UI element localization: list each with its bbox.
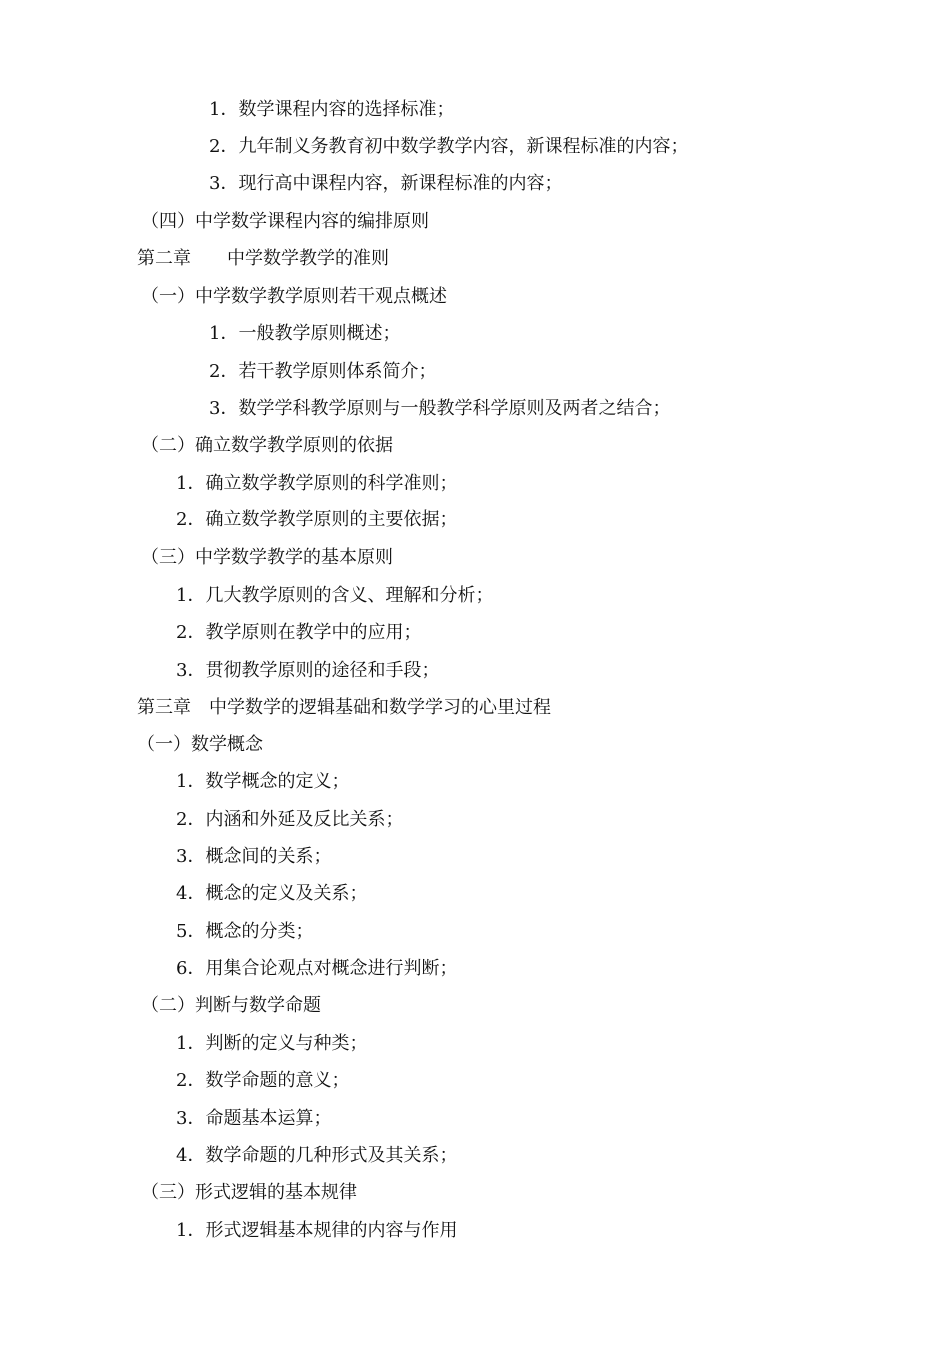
- list-item: 1．数学课程内容的选择标准；: [209, 99, 455, 120]
- list-item: 2．内涵和外延及反比关系；: [176, 809, 404, 830]
- section-heading: （一）中学数学教学原则若干观点概述: [141, 286, 447, 307]
- list-item: 5．概念的分类；: [176, 921, 314, 942]
- list-item: 3．概念间的关系；: [176, 846, 332, 867]
- section-heading: （一）数学概念: [137, 734, 263, 755]
- list-item: 3．贯彻教学原则的途径和手段；: [176, 660, 440, 681]
- list-item: 2．教学原则在教学中的应用；: [176, 622, 422, 643]
- list-item: 1．确立数学教学原则的科学准则；: [176, 473, 458, 494]
- list-item: 2．若干教学原则体系简介；: [209, 361, 437, 382]
- list-item: 3．现行高中课程内容，新课程标准的内容；: [209, 173, 563, 194]
- list-item: 1．数学概念的定义；: [176, 771, 350, 792]
- list-item: 1．一般教学原则概述；: [209, 323, 401, 344]
- section-heading: （二）确立数学教学原则的依据: [141, 435, 393, 456]
- list-item: 3．数学学科教学原则与一般教学科学原则及两者之结合；: [209, 398, 671, 419]
- list-item: 6．用集合论观点对概念进行判断；: [176, 958, 458, 979]
- list-item: 1．几大教学原则的含义、理解和分析；: [176, 585, 494, 606]
- section-heading: （四）中学数学课程内容的编排原则: [141, 211, 429, 232]
- chapter-heading: 第三章 中学数学的逻辑基础和数学学习的心里过程: [137, 697, 551, 718]
- section-heading: （三）中学数学教学的基本原则: [141, 547, 393, 568]
- chapter-heading: 第二章 中学数学教学的准则: [137, 248, 389, 269]
- section-heading: （二）判断与数学命题: [141, 995, 321, 1016]
- list-item: 4．数学命题的几种形式及其关系；: [176, 1145, 458, 1166]
- section-heading: （三）形式逻辑的基本规律: [141, 1182, 357, 1203]
- list-item: 1．判断的定义与种类；: [176, 1033, 368, 1054]
- list-item: 1．形式逻辑基本规律的内容与作用: [176, 1220, 458, 1241]
- list-item: 2．确立数学教学原则的主要依据；: [176, 509, 458, 530]
- list-item: 3．命题基本运算；: [176, 1108, 332, 1129]
- list-item: 4．概念的定义及关系；: [176, 883, 368, 904]
- list-item: 2．数学命题的意义；: [176, 1070, 350, 1091]
- list-item: 2．九年制义务教育初中数学教学内容，新课程标准的内容；: [209, 136, 689, 157]
